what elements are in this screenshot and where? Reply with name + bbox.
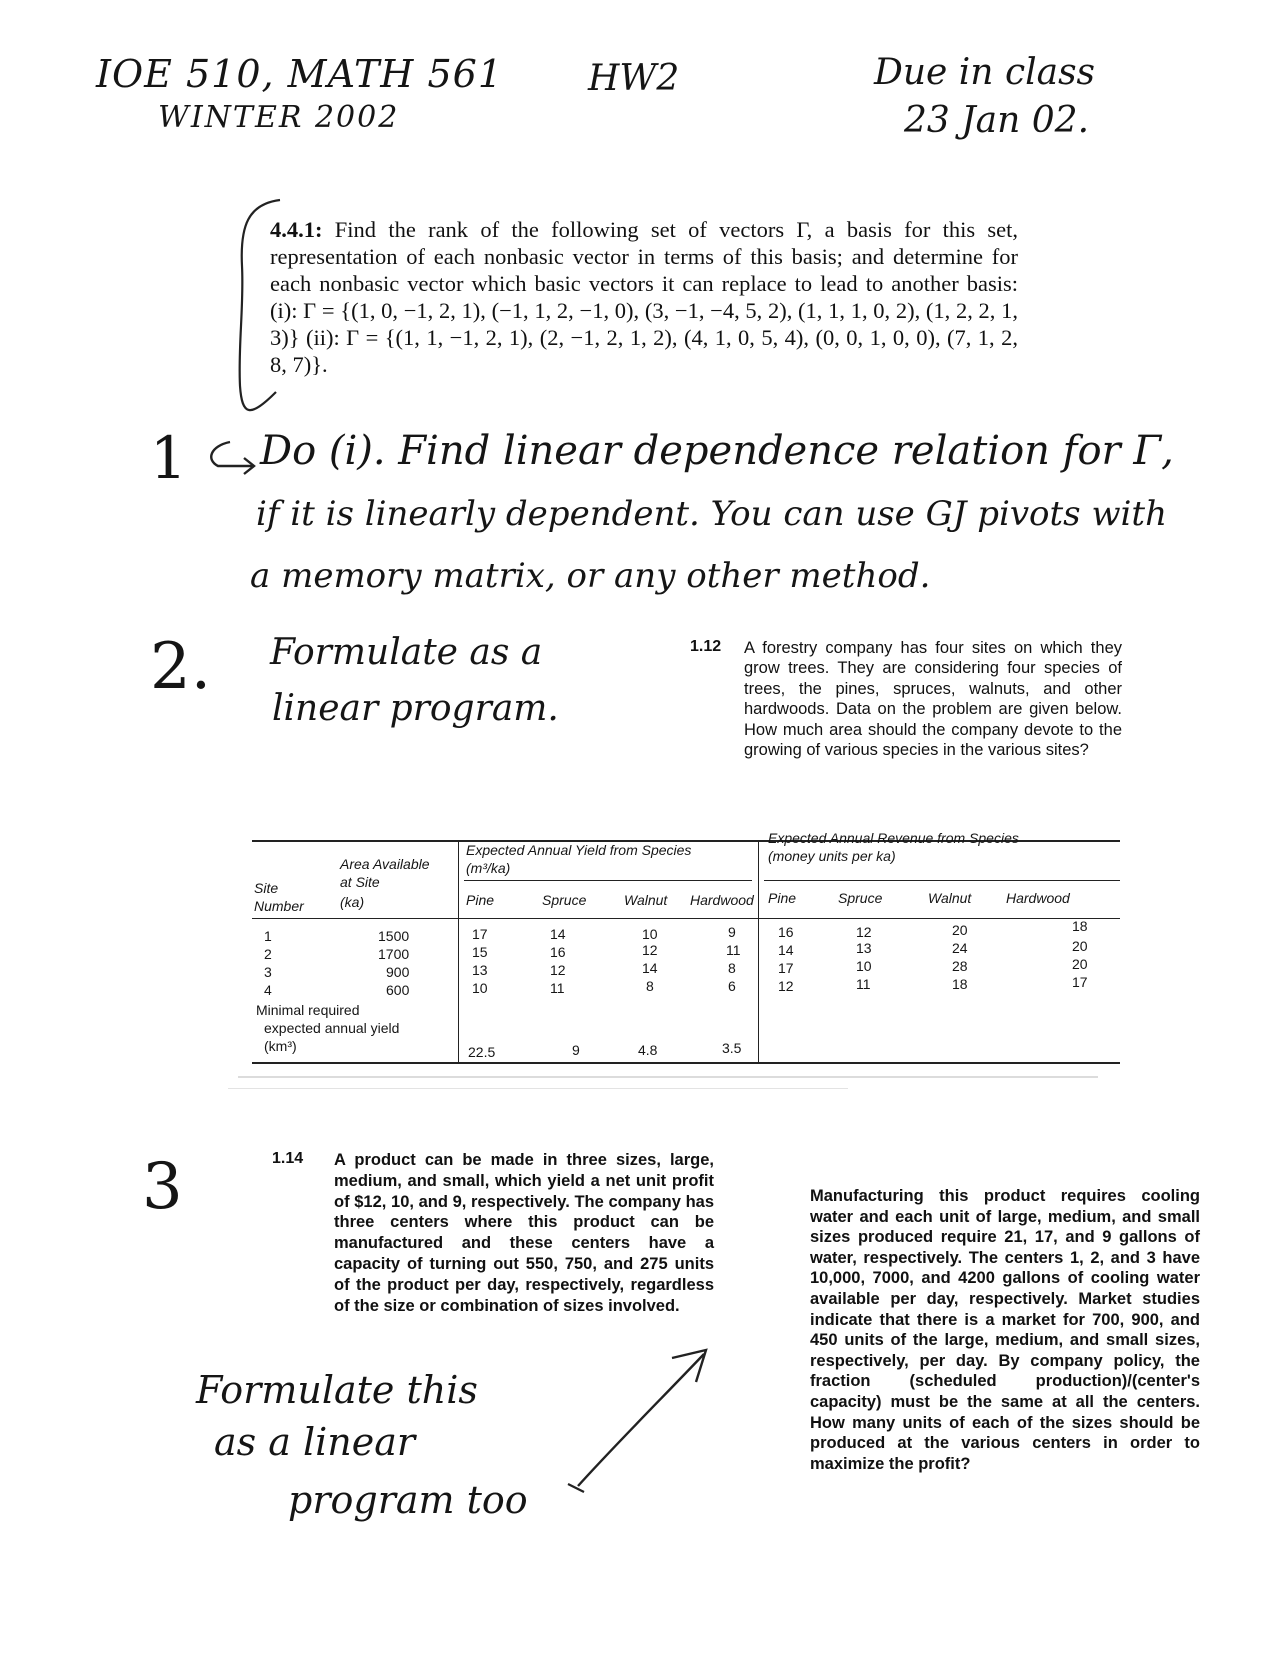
note-3-line-3: program too	[288, 1478, 528, 1522]
table-divider-2	[758, 840, 759, 1062]
area-header-2: at Site	[340, 874, 380, 890]
yield-col-hardwood: Hardwood	[690, 892, 754, 908]
revenue-header-1: Expected Annual Revenue from Species	[768, 830, 1019, 846]
table-cell-revenue: 13	[856, 940, 872, 956]
table-cell-area: 1500	[378, 928, 410, 944]
problem-4-4-1	[270, 216, 1018, 378]
table-cell-revenue: 17	[1072, 974, 1088, 990]
problem-4-4-1-text: Find the rank of the following set of vectors Γ, a basis for this set, representation of each nonbasic vector in terms of this basis; and determine for each nonbasic vector which basic vectors it can replace to lead to another basis: (i): Γ = {(1, 0, −1, 2, 1), (−1, 1, 2, −1, 0), (3, −1, −4, 5, 2), (1, 1, 1, 0, 2), (1, 2, 2, 1, 3)} (ii): Γ = {(1, 1, −1, 2, 1), (2, −1, 2, 1, 2), (4, 1, 0, 5, 4), (0, 0, 1, 0, 0), (7, 1, 2, 8, 7)}.	[270, 217, 1019, 377]
table-cell-area: 900	[386, 964, 410, 980]
note-1-number: 1	[150, 424, 187, 492]
note-2-line-1: Formulate as a	[270, 632, 543, 673]
area-header-3: (ka)	[340, 894, 365, 910]
table-cell-yield: 8	[646, 978, 654, 994]
table-cell-site: 1	[264, 928, 272, 944]
table-cell-yield: 8	[728, 960, 736, 976]
table-cell-yield: 11	[550, 980, 565, 996]
yield-header-1: Expected Annual Yield from Species	[466, 842, 692, 858]
table-cell-revenue: 10	[856, 958, 872, 974]
table-cell-yield: 16	[550, 944, 566, 960]
yield-col-pine: Pine	[466, 892, 495, 908]
revenue-col-hardwood: Hardwood	[1006, 890, 1070, 906]
problem-4-4-1-label: 4.4.1:	[270, 217, 323, 242]
table-cell-yield: 10	[642, 926, 658, 942]
table-cell-yield: 12	[550, 962, 566, 978]
table-cell-revenue: 20	[952, 922, 968, 938]
scan-noise	[228, 1088, 848, 1089]
note-1-line-1: Do (i). Find linear dependence relation for Γ,	[260, 428, 1174, 474]
table-cell-revenue: 28	[952, 958, 968, 974]
minimal-label-2: expected annual yield	[264, 1020, 400, 1036]
note-1-line-3: a memory matrix, or any other method.	[250, 556, 931, 596]
table-cell-yield: 9	[728, 924, 736, 940]
minimal-value-hardwood: 3.5	[722, 1040, 742, 1056]
problem-1-14-label: 1.14	[272, 1150, 304, 1167]
note-3-line-2: as a linear	[214, 1420, 416, 1464]
minimal-label-1: Minimal required	[256, 1002, 360, 1018]
homework-label: HW2	[588, 58, 680, 99]
table-cell-site: 4	[264, 982, 272, 998]
course-title: IOE 510, MATH 561	[96, 52, 504, 96]
table-cell-yield: 14	[642, 960, 658, 976]
curved-arrow-icon	[200, 440, 260, 480]
table-cell-yield: 14	[550, 926, 566, 942]
minimal-value-spruce: 9	[572, 1042, 580, 1058]
table-cell-revenue: 24	[952, 940, 968, 956]
table-cell-revenue: 12	[778, 978, 794, 994]
minimal-label-3: (km³)	[264, 1038, 297, 1054]
problem-1-12-text: A forestry company has four sites on which they grow trees. They are considering four species of trees, the pines, spruces, walnuts, and other hardwoods. Data on the problem are given below. How much area should the company devote to the growing of various species in the various sites?	[744, 639, 1122, 760]
note-3-number: 3	[142, 1150, 183, 1224]
term-label: WINTER 2002	[158, 100, 400, 135]
table-cell-revenue: 18	[1072, 918, 1088, 934]
table-cell-revenue: 20	[1072, 956, 1088, 972]
area-header-1: Area Available	[340, 856, 430, 872]
table-cell-site: 3	[264, 964, 272, 980]
note-2-number: 2.	[150, 630, 212, 704]
table-cell-revenue: 17	[778, 960, 794, 976]
table-cell-yield: 10	[472, 980, 488, 996]
table-cell-area: 1700	[378, 946, 410, 962]
minimal-value-walnut: 4.8	[638, 1042, 658, 1058]
table-cell-yield: 15	[472, 944, 488, 960]
table-cell-yield: 11	[726, 942, 741, 958]
table-cell-revenue: 16	[778, 924, 794, 940]
revenue-header-2: (money units per ka)	[768, 848, 896, 864]
revenue-col-spruce: Spruce	[838, 890, 883, 906]
column-header-rule	[252, 918, 1120, 919]
yield-col-spruce: Spruce	[542, 892, 587, 908]
yield-header-rule	[464, 880, 752, 881]
forestry-data-table	[228, 826, 1128, 1086]
problem-1-12-label: 1.12	[690, 638, 722, 655]
table-cell-revenue: 20	[1072, 938, 1088, 954]
site-header-1: Site	[254, 880, 279, 896]
yield-header-2: (m³/ka)	[466, 860, 511, 876]
table-cell-yield: 13	[472, 962, 488, 978]
revenue-col-pine: Pine	[768, 890, 797, 906]
table-divider-1	[458, 840, 459, 1062]
due-date-line-1: Due in class	[874, 52, 1096, 93]
table-cell-yield: 17	[472, 926, 488, 942]
table-bottom-rule	[252, 1062, 1120, 1064]
due-date-line-2: 23 Jan 02.	[904, 100, 1090, 141]
arrow-icon	[554, 1336, 734, 1496]
table-cell-yield: 12	[642, 942, 658, 958]
problem-1-14-text-col-2: Manufacturing this product requires cooling water and each unit of large, medium, and small sizes produced require 21, 17, and 9 gallons of water, respectively. The centers 1, 2, and 3 have 10,000, 7000, and 4200 gallons of cooling water available per day, respectively. Market studies indicate that there is a market for 700, 900, and 450 units of the large, medium, and small sizes, respectively, per day. By company policy, the fraction (scheduled production)/(center's capacity) must be the same at all the centers. How many units of each of the sizes should be produced at the various centers in order to maximize the profit?	[810, 1187, 1200, 1473]
note-2-line-2: linear program.	[272, 688, 559, 729]
minimal-value-pine: 22.5	[468, 1044, 496, 1060]
scan-noise	[238, 1076, 1098, 1078]
table-cell-revenue: 12	[856, 924, 872, 940]
table-cell-revenue: 18	[952, 976, 968, 992]
table-cell-site: 2	[264, 946, 272, 962]
revenue-header-rule	[764, 880, 1120, 881]
table-cell-yield: 6	[728, 978, 736, 994]
note-3-line-1: Formulate this	[196, 1368, 478, 1412]
problem-1-14-text-col-1: A product can be made in three sizes, large, medium, and small, which yield a net unit profit of $12, 10, and 9, respectively. The company has three centers where this product can be manufactured and these centers have a capacity of turning out 550, 750, and 275 units of the product per day, respectively, regardless of the size or combination of sizes involved.	[334, 1151, 714, 1315]
note-1-line-2: if it is linearly dependent. You can use GJ pivots with	[256, 494, 1167, 534]
yield-col-walnut: Walnut	[624, 892, 668, 908]
table-cell-revenue: 14	[778, 942, 794, 958]
table-cell-area: 600	[386, 982, 410, 998]
table-cell-revenue: 11	[856, 976, 871, 992]
revenue-col-walnut: Walnut	[928, 890, 972, 906]
site-header-2: Number	[254, 898, 304, 914]
